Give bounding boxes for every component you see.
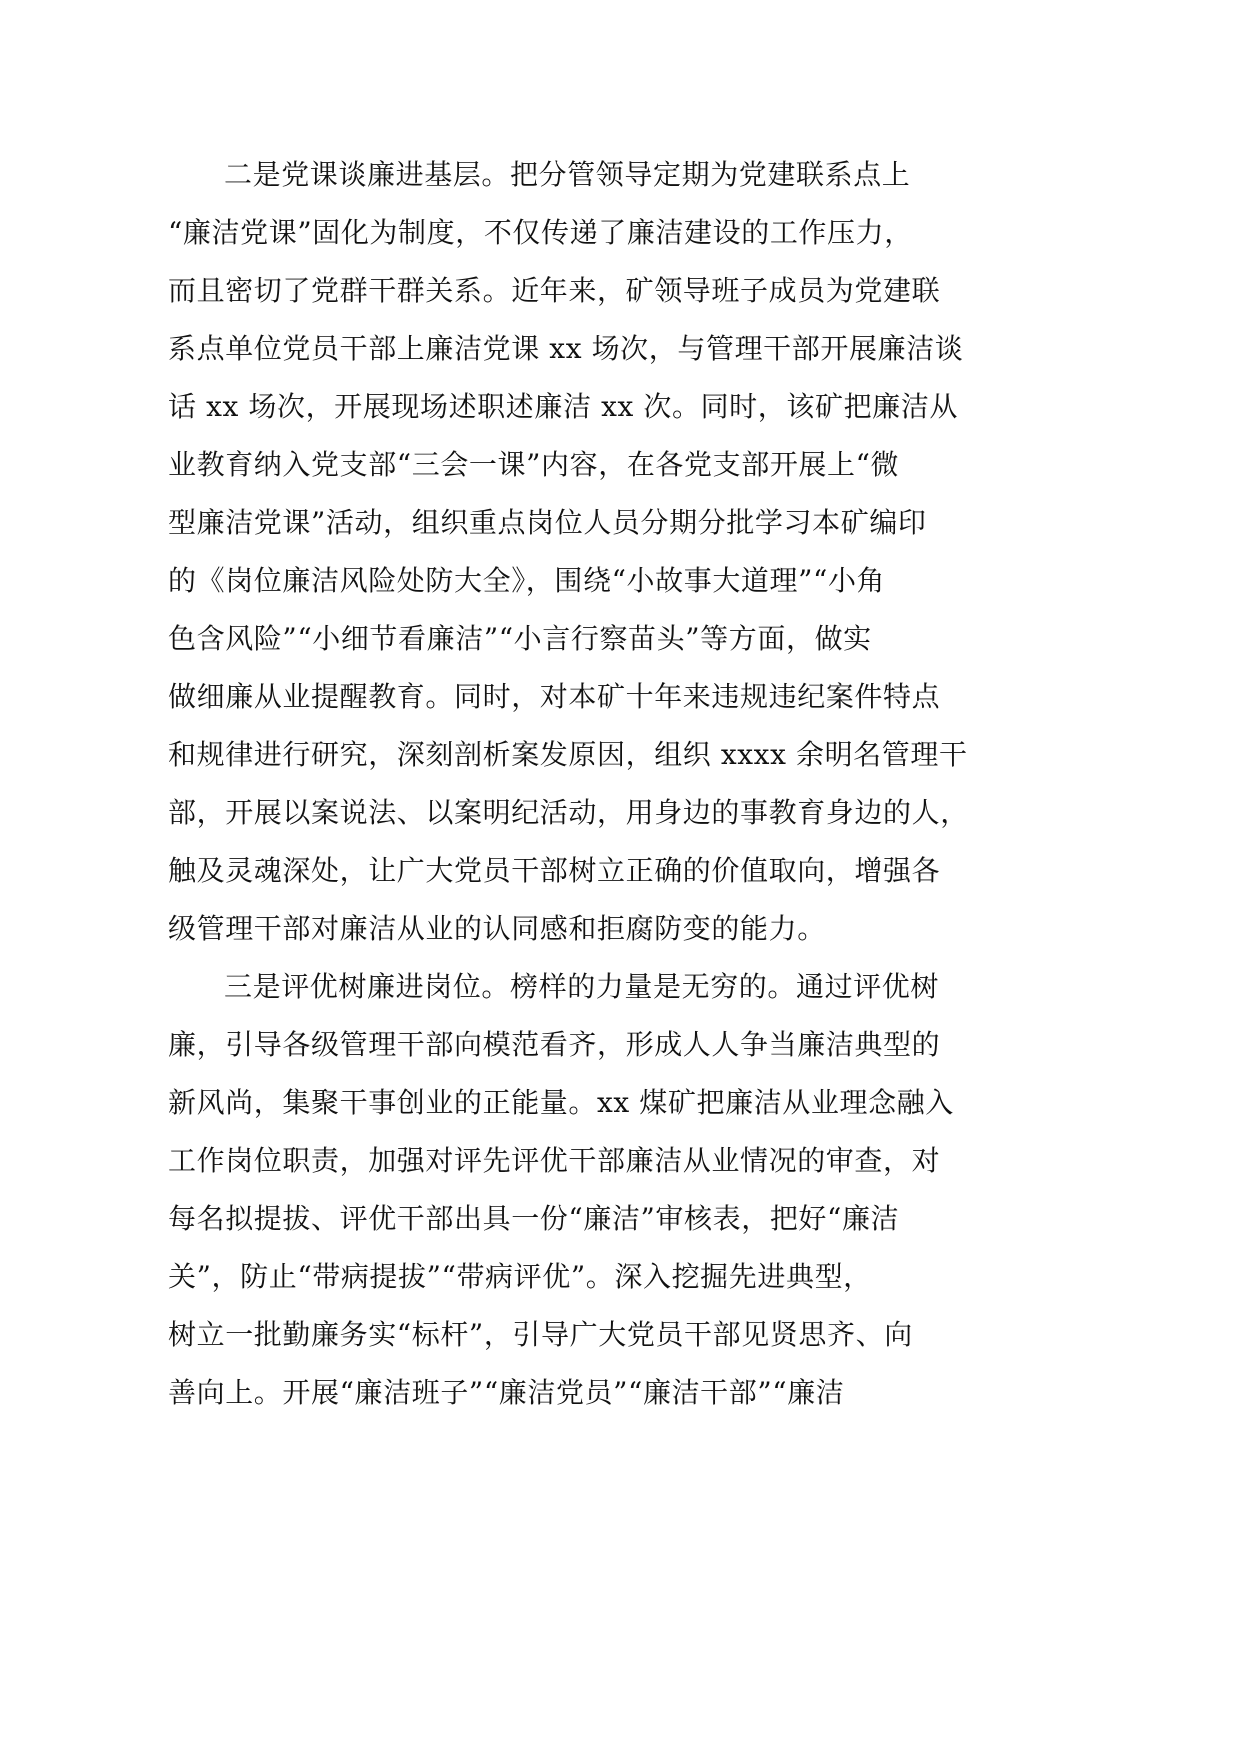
paragraph-2-line-1: 三是评优树廉进岗位。榜样的力量是无穷的。通过评优树 bbox=[224, 970, 940, 1003]
paragraph-1-line-13: 触及灵魂深处，让广大党员干部树立正确的价值取向，增强各 bbox=[168, 854, 941, 887]
paragraph-1-line-14: 级管理干部对廉洁从业的认同感和拒腐防变的能力。 bbox=[168, 912, 826, 945]
paragraph-2-line-3: 新风尚，集聚干事创业的正能量。xx 煤矿把廉洁从业理念融入 bbox=[168, 1086, 954, 1119]
paragraph-1-line-7: 型廉洁党课”活动，组织重点岗位人员分期分批学习本矿编印 bbox=[168, 506, 927, 539]
paragraph-1-line-1: 二是党课谈廉进基层。把分管领导定期为党建联系点上 bbox=[224, 158, 911, 191]
body-text bbox=[168, 146, 969, 1422]
paragraph-2-line-4: 工作岗位职责，加强对评先评优干部廉洁从业情况的审查，对 bbox=[168, 1144, 941, 1177]
paragraph-1-line-6: 业教育纳入党支部“三会一课”内容，在各党支部开展上“微 bbox=[168, 448, 900, 481]
paragraph-1-line-12: 部，开展以案说法、以案明纪活动，用身边的事教育身边的人， bbox=[168, 796, 969, 829]
paragraph-2-line-5: 每名拟提拔、评优干部出具一份“廉洁”审核表，把好“廉洁 bbox=[168, 1202, 900, 1235]
paragraph-1-line-8: 的《岗位廉洁风险处防大全》，围绕“小故事大道理”“小角 bbox=[168, 564, 886, 597]
paragraph-1-line-5: 话 xx 场次，开展现场述职述廉洁 xx 次。同时，该矿把廉洁从 bbox=[168, 390, 958, 423]
paragraph-1-line-9: 色含风险”“小细节看廉洁”“小言行察苗头”等方面，做实 bbox=[168, 622, 872, 655]
paragraph-2-line-2: 廉，引导各级管理干部向模范看齐，形成人人争当廉洁典型的 bbox=[168, 1028, 941, 1061]
paragraph-1-line-3: 而且密切了党群干群关系。近年来，矿领导班子成员为党建联 bbox=[168, 274, 941, 307]
paragraph-2-line-6: 关”，防止“带病提拔”“带病评优”。深入挖掘先进典型， bbox=[168, 1260, 872, 1293]
paragraph-2-line-7: 树立一批勤廉务实“标杆”，引导广大党员干部见贤思齐、向 bbox=[168, 1318, 913, 1351]
paragraph-1-line-2: “廉洁党课”固化为制度，不仅传递了廉洁建设的工作压力， bbox=[168, 216, 913, 249]
paragraph-1-line-11: 和规律进行研究，深刻剖析案发原因，组织 xxxx 余明名管理干 bbox=[168, 738, 968, 771]
paragraph-1-line-4: 系点单位党员干部上廉洁党课 xx 场次，与管理干部开展廉洁谈 bbox=[168, 332, 964, 365]
paragraph-2-line-8: 善向上。开展“廉洁班子”“廉洁党员”“廉洁干部”“廉洁 bbox=[168, 1376, 845, 1409]
paragraph-1-line-10: 做细廉从业提醒教育。同时，对本矿十年来违规违纪案件特点 bbox=[168, 680, 941, 713]
